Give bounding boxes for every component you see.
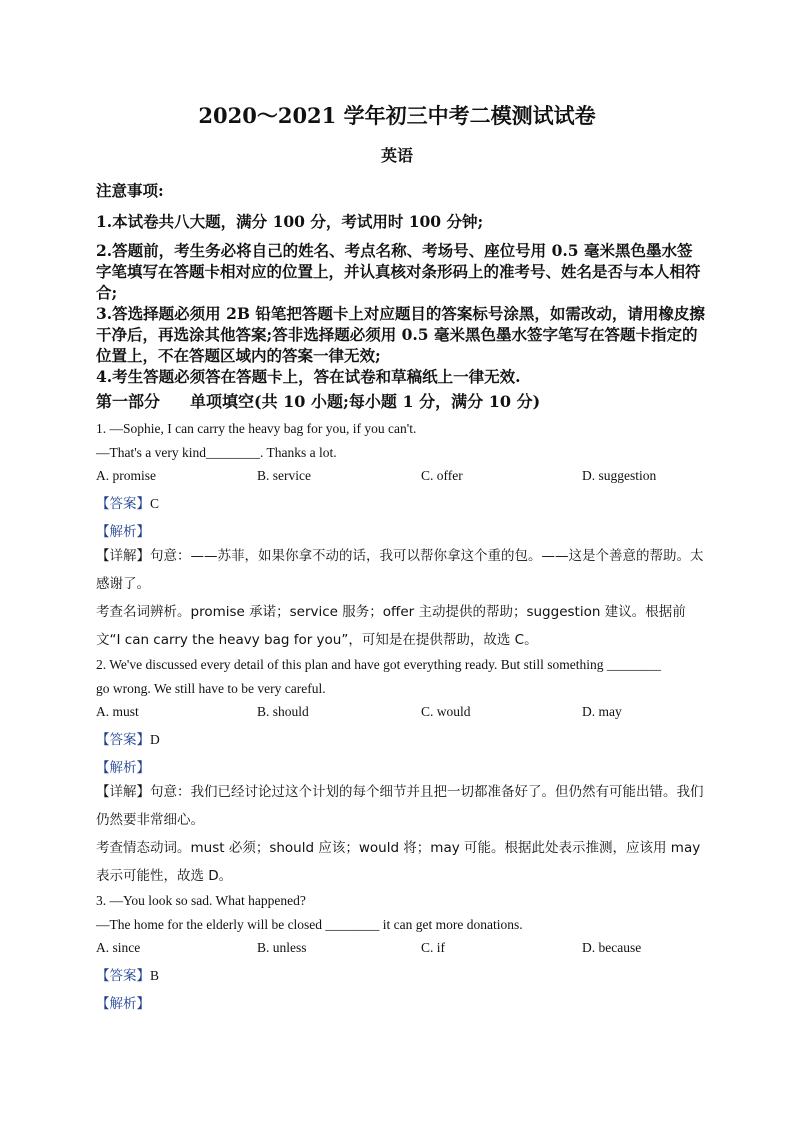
answer-value: D — [150, 732, 160, 747]
analysis-tag: 【解析】 — [96, 760, 150, 776]
option-c: C. if — [421, 940, 446, 955]
section-heading — [96, 389, 540, 412]
notes-item: 2.答题前，考生务必将自己的姓名、考点名称、考场号、座位号用 0.5 毫米黑色墨水签字笔填写在答题卡相对应的位置上，并认真核对条形码上的准考号、姓名是否与本人相符合; — [96, 241, 701, 302]
answer-tag — [96, 964, 159, 984]
answer-label: 【答案】 — [96, 732, 150, 748]
option-b: B. service — [257, 468, 311, 483]
notes-heading: 注意事项: — [96, 181, 164, 200]
question-2-line-2: go wrong. We still have to be very careful. — [96, 681, 326, 696]
option-c: C. would — [421, 704, 471, 719]
option-d: D. may — [582, 704, 622, 719]
analysis-tag: 【解析】 — [96, 524, 150, 540]
option-b: B. should — [257, 704, 309, 719]
question-1-explain: 考查名词辨析。promise 承诺；service 服务；offer 主动提供的帮助；suggestion 建议。根据前文“I can carry the heavy bag for you”，可知是在提供帮助，故选 C。 — [96, 604, 686, 648]
option-a: A. since — [96, 940, 141, 955]
section-part: 第一部分 — [96, 392, 161, 411]
question-2-explain: 考查情态动词。must 必须；should 应该；would 将；may 可能。根据此处表示推测，应该用 may 表示可能性，故选 D。 — [96, 840, 701, 884]
question-2-detail: 【详解】句意：我们已经讨论过这个计划的每个细节并且把一切都准备好了。但仍然有可能出错。我们仍然要非常细心。 — [96, 784, 704, 828]
answer-tag — [96, 492, 159, 512]
option-a: A. promise — [96, 468, 156, 483]
question-1-line-2: —That's a very kind________. Thanks a lot. — [96, 445, 337, 460]
page-title: 2020～2021 学年初三中考二模测试试卷 — [198, 103, 596, 128]
exam-notes — [96, 180, 706, 387]
option-d: D. because — [582, 940, 642, 955]
answer-label: 【答案】 — [96, 496, 150, 512]
question-1-line-1: 1. —Sophie, I can carry the heavy bag for you, if you can't. — [96, 421, 417, 436]
question-2-line-1: 2. We've discussed every detail of this plan and have got everything ready. But still something ________ — [96, 657, 661, 672]
notes-item: 1.本试卷共八大题，满分 100 分，考试用时 100 分钟; — [96, 212, 484, 231]
analysis-tag: 【解析】 — [96, 996, 150, 1012]
answer-tag — [96, 728, 160, 748]
question-3-line-1: 3. —You look so sad. What happened? — [96, 893, 306, 908]
section-name: 单项填空(共 10 小题;每小题 1 分，满分 10 分) — [190, 392, 541, 411]
option-a: A. must — [96, 704, 139, 719]
question-1-detail: 【详解】句意：——苏菲，如果你拿不动的话，我可以帮你拿这个重的包。——这是个善意的帮助。太感谢了。 — [96, 548, 704, 592]
option-b: B. unless — [257, 940, 307, 955]
notes-item: 3.答选择题必须用 2B 铅笔把答题卡上对应题目的答案标号涂黑，如需改动，请用橡皮擦干净后，再选涂其他答案;答非选择题必须用 0.5 毫米黑色墨水签字笔写在答题卡指定的位置上，不在答题区域内的答案一律无效; — [96, 304, 705, 365]
answer-value: C — [150, 496, 160, 511]
option-d: D. suggestion — [582, 468, 657, 483]
answer-label: 【答案】 — [96, 968, 150, 984]
notes-item: 4.考生答题必须答在答题卡上，答在试卷和草稿纸上一律无效. — [96, 367, 521, 386]
subject-title: 英语 — [380, 146, 413, 165]
answer-value: B — [150, 968, 160, 983]
question-3-line-2: —The home for the elderly will be closed ________ it can get more donations. — [96, 917, 523, 932]
option-c: C. offer — [421, 468, 463, 483]
